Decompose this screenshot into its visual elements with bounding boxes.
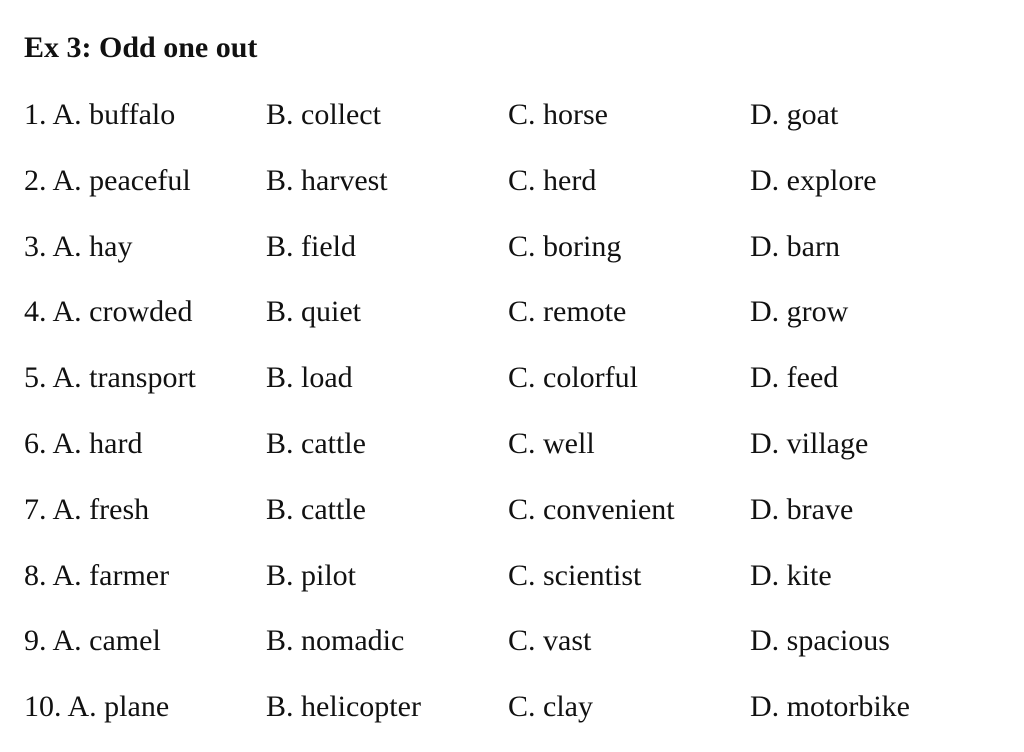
option-d: D. village [750,426,869,460]
question-number: 10. [24,690,62,724]
question-row-9 [24,620,1004,686]
question-row-5 [24,357,1004,423]
option-a: A. transport [52,361,196,395]
question-row-10 [24,686,1004,752]
option-c: C. well [508,426,595,460]
option-a: A. plane [67,690,170,724]
option-a: A. hard [52,426,143,460]
question-number: 8. [24,558,47,592]
option-c: C. clay [508,690,593,724]
option-b: B. load [266,361,353,395]
option-b: B. cattle [266,492,366,526]
option-a: A. farmer [52,558,170,592]
option-b: B. quiet [266,295,361,329]
option-a: A. crowded [52,295,193,329]
option-d: D. grow [750,295,849,329]
exercise-title: Ex 3: Odd one out [24,31,258,64]
option-b: B. collect [266,98,381,131]
option-a: A. hay [52,229,133,263]
option-b: B. field [266,229,356,263]
option-d: D. motorbike [750,690,910,724]
option-a: A. fresh [52,492,150,526]
question-number: 5. [24,361,47,395]
option-b: B. pilot [266,558,357,592]
question-number: 3. [24,229,47,263]
question-row-3 [24,226,1004,292]
option-c: C. scientist [508,558,642,592]
option-d: D. explore [750,163,877,197]
question-number: 2. [24,163,47,197]
option-d: D. spacious [750,624,890,658]
question-number: 1. [24,98,47,131]
option-b: B. helicopter [266,690,421,724]
question-list [24,94,1004,752]
question-number: 7. [24,492,47,526]
option-b: B. cattle [266,426,366,460]
option-a: A. camel [52,624,161,658]
option-c: C. boring [508,229,622,263]
question-row-6 [24,423,1004,489]
question-number: 6. [24,426,47,460]
option-d: D. barn [750,229,840,263]
question-number: 9. [24,624,47,658]
option-d: D. brave [750,492,854,526]
option-c: C. remote [508,295,627,329]
option-b: B. nomadic [266,624,405,658]
option-a: A. buffalo [52,98,176,131]
question-row-2 [24,160,1004,226]
option-a: A. peaceful [52,163,191,197]
option-c: C. convenient [508,492,675,526]
option-d: D. goat [750,98,839,131]
option-d: D. kite [750,558,832,592]
option-c: C. vast [508,624,592,658]
question-row-4 [24,291,1004,357]
option-d: D. feed [750,361,839,395]
question-row-1 [24,94,1004,160]
option-c: C. colorful [508,361,638,395]
question-number: 4. [24,295,47,329]
question-row-7 [24,489,1004,555]
question-row-8 [24,555,1004,621]
option-c: C. herd [508,163,597,197]
option-b: B. harvest [266,163,388,197]
option-c: C. horse [508,98,608,131]
